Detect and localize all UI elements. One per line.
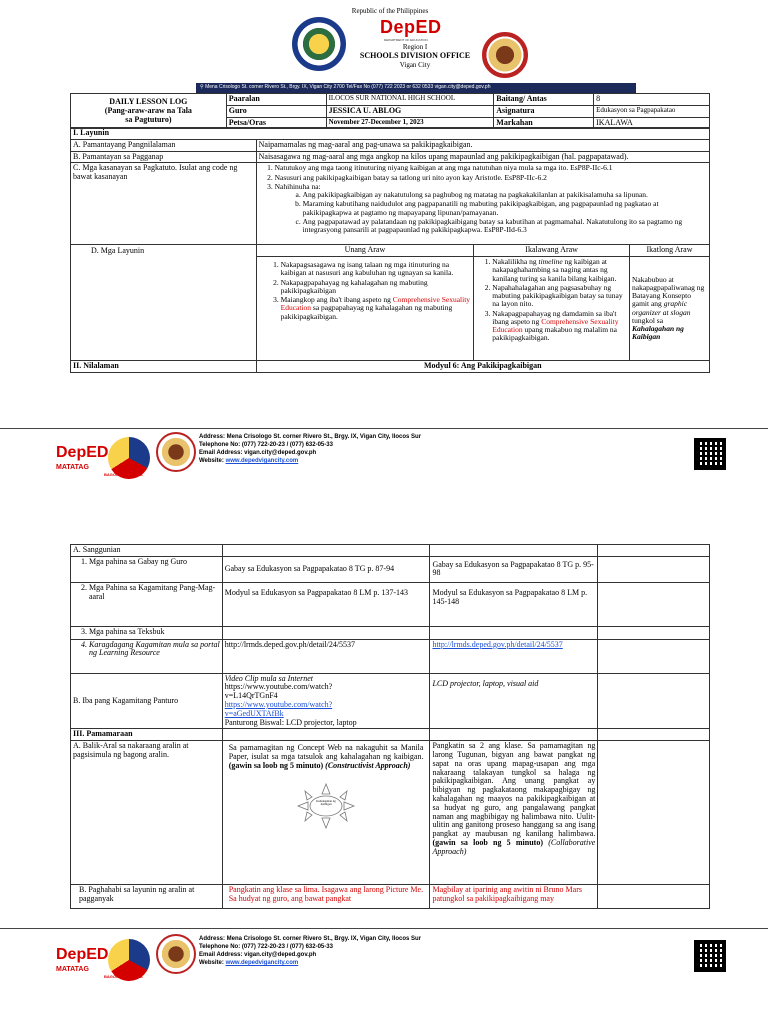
kasanayan-subitem: c. Ang pagpapatawad ay palatandaan ng pakikipagkaibigang batay sa kabutihan at pagmamahal. Nakatutulong ito sa pagtamo ng integrasyong pansarili at pagpapaunlad ng pakikipagkapwa. EsP8P-IId-6.3 — [303, 218, 707, 235]
day3-objectives: Nakabubuo at nakapagpapaliwanag ng Batayang Konsepto gamit ang graphic organizer at slogan tungkol sa Kahalagahan ng Kaibigan — [630, 257, 710, 361]
qr-code[interactable] — [694, 438, 726, 470]
footer-divider — [0, 928, 768, 929]
day1-objectives — [256, 257, 474, 361]
matatag-logo: MATATAG — [56, 966, 89, 973]
qr-code[interactable] — [694, 940, 726, 972]
division-footer-seal — [156, 934, 196, 974]
city-text: Vigan City — [399, 61, 431, 69]
iba-pang-kagamitan-label: B. Iba pang Kagamitang Panturo — [71, 673, 223, 729]
kasanayan-subitem: a. Ang pakikipagkaibigan ay nakatutulong sa paghubog ng matatag na pagkakakilanlan at pakikisalamuha sa lipunan. — [303, 191, 707, 199]
division-footer-seal — [156, 432, 196, 472]
footer-block — [0, 430, 768, 480]
footer-block — [0, 932, 768, 982]
gabay-guro-label: 1. Mga pahina sa Gabay ng Guro — [71, 556, 223, 582]
footer-divider — [0, 428, 768, 429]
concept-web-center: Kahalagahan ng Kaibigan — [316, 798, 336, 806]
paaralan-label: Paaralan — [226, 94, 326, 106]
youtube-link[interactable]: https://www.youtube.com/watch?v=L14QrTGnF4 — [224, 682, 333, 701]
day2-objective: 3. Nakapagpapahayag ng damdamin sa iba't ibang aspeto ng Comprehensive Sexuality Education upang makabuo ng malalim na pakikipagkaibigan. — [492, 310, 627, 343]
location-icon: ⚲ — [200, 84, 204, 90]
paghahabi-label: B. Paghahabi sa layunin ng aralin at pagganyak — [71, 885, 223, 909]
karagdagang-label: 4. Karagdagang Kagamitan mula sa portal ng Learning Resource — [71, 639, 223, 673]
guro-label: Guro — [226, 105, 326, 117]
paghahabi-day1: Pangkatin ang klase sa lima. Isagawa ang larong Picture Me. Sa hudyat ng guro, ang bawat pangkat — [222, 885, 430, 909]
sanggunian-table — [70, 544, 710, 909]
petsa-label: Petsa/Oras — [226, 117, 326, 129]
day2-objectives — [474, 257, 630, 361]
baitang-value: 8 — [594, 94, 710, 106]
kasanayan-item: 3. Nahihinuha na: a. Ang pakikipagkaibigan ay nakatutulong sa paghubog ng matatag na pagkakakilanlan at pakikisalamuha sa lipunan. b. Maraming kabutihang naidudulot ang pagpapanatili ng mabuting pakikipagkaibigan, ang pagpapaunlad ng pagkatao at pakikipagkapwa at pagtamo ng mapayapang lipunan/pamayanan. c. Ang pagpapatawad ay palatandaan ng pakikipagkaibigang batay sa kabutihan at pagmamahal. Nakatutulong ito sa pagtamo ng integrasyong pansarili at pagpapaunlad ng pakikipagkapwa. EsP8P-IId-6.3 — [275, 183, 707, 235]
balik-aral-day1: Sa pamamagitan ng Concept Web na nakaguhit sa Manila Paper, isulat sa mga tatsulok ang kahalagahan ng kaibigan. (gawin sa loob ng 5 minuto) (Constructivist Approach) Kahalagahan ng Kaibigan — [222, 741, 430, 885]
deped-footer-logo: DepED — [56, 444, 109, 461]
lrmds-link-day2[interactable]: http://lrmds.deped.gov.ph/detail/24/5537 — [430, 639, 598, 673]
iba-pang-kagamitan-day1: Video Clip mula sa Internet https://www.youtube.com/watch?v=L14QrTGnF4 https://www.youtube.com/watch?v=aGedUXTAfBk Panturong Biswal: LCD projector, laptop — [222, 673, 430, 729]
concept-web-icon — [281, 781, 371, 831]
website-link[interactable]: www.depedvigancity.com — [225, 458, 299, 464]
kasanayan-cell — [256, 163, 709, 245]
department-line: DEPARTMENT OF EDUCATION — [384, 38, 428, 42]
layunin-heading: I. Layunin — [71, 128, 710, 140]
kagamitang-day1: Modyul sa Edukasyon sa Pagpapakatao 8 LM p. 137-143 — [222, 582, 430, 626]
balik-aral-day2: Pangkatin sa 2 ang klase. Sa pamamagitan ng larong Tugunan, bigyan ang bawat pangkat ng sapat na oras upang mapag-usapan ang mga nakaraang talakayan tungkol sa halaga ng pakikipagkaibigan. Ang unang pangkat ay bibigyan ng pagkakataong makapagbigay ng kahalagahan ng maayos na pakikipagkaibigan at sa hudyat ng guro, ang pangalawang pangkat naman ang magbibigay ng halimbawa nito. Uulit-ulitin ang ganitong proseso hanggang sa ang isang pangkat ay maubusan ng kanilang halimbawa. (gawin sa loob ng 5 minuto) (Collaborative Approach) — [430, 741, 598, 885]
gabay-guro-day2: Gabay sa Edukasyon sa Pagpapakatao 8 TG p. 95-98 — [430, 556, 598, 582]
day1-header: Unang Araw — [256, 245, 474, 257]
asignatura-value: Edukasyon sa Pagpapakatao — [594, 105, 710, 117]
day1-objective: 2. Nakapagpapahayag ng kahalagahan ng mabuting pakikipagkaibigan — [281, 279, 472, 296]
concept-web-diagram — [281, 781, 371, 831]
youtube-link[interactable]: https://www.youtube.com/watch?v=aGedUXTAfBk — [224, 699, 333, 718]
lesson-info-table — [70, 93, 710, 129]
mga-layunin-label: D. Mga Layunin — [71, 245, 257, 361]
kasanayan-label: C. Mga kasanayan sa Pagkatuto. Isulat ang code ng bawat kasanayan — [71, 163, 257, 245]
pamantayan-pagganap-label: B. Pamantayan sa Pagganap — [71, 151, 257, 163]
petsa-value: November 27-December 1, 2023 — [326, 117, 494, 129]
gabay-guro-day1: Gabay sa Edukasyon sa Pagpapakatao 8 TG p. 87-94 — [222, 556, 430, 582]
kasanayan-item: 2. Nasusuri ang pakikipagkaibigan batay sa tatlong uri nito ayon kay Aristotle. EsP8P-IIc-6.2 — [275, 174, 707, 182]
modyul-title: Modyul 6: Ang Pakikipagkaibigan — [256, 361, 709, 373]
bagong-pilipinas-text: BAGONG PILIPINAS — [104, 974, 143, 979]
paghahabi-day2: Magbilay at iparinig ang awitin ni Bruno Mars patungkol sa pakikipagkaibigang may — [430, 885, 598, 909]
markahan-value: IKALAWA — [594, 117, 710, 129]
contact-bar: ⚲ Mena Crisologo St. corner Rivero St., Brgy. IX, Vigan City 2700 Tel/Fax No (077) 722 2023 or 632 0533 vigan.city@deped.gov.ph — [196, 83, 636, 93]
website-link[interactable]: www.depedvigancity.com — [225, 960, 299, 966]
kagamitang-label: 2. Mga Pahina sa Kagamitang Pang-Mag-aaral — [71, 582, 223, 626]
kasanayan-item: 1. Natutukoy ang mga taong itinuturing niyang kaibigan at ang mga natutuhan niya mula sa mga ito. EsP8P-IIc-6.1 — [275, 164, 707, 172]
guro-value: JESSICA U. ABLOG — [326, 105, 494, 117]
iba-pang-kagamitan-day2: LCD projector, laptop, visual aid — [430, 673, 598, 729]
region-text: Region I — [402, 43, 428, 51]
nilalaman-label: II. Nilalaman — [71, 361, 257, 373]
day1-objective: 1. Nakapagsasagawa ng isang talaan ng mga itinuturing na kaibigan at nasusuri ang kabuluhan ng ugnayan sa kanila. — [281, 261, 472, 278]
pamantayan-pagganap-text: Naisasagawa ng mag-aaral ang mga angkop na kilos upang mapaunlad ang pakikipagkaibigan (hal. pagpapatawad). — [256, 151, 709, 163]
kasanayan-subitem: b. Maraming kabutihang naidudulot ang pagpapanatili ng mabuting pakikipagkaibigan, ang pagpapaunlad ng pagkatao at pakikipagkapwa at pagtamo ng mapayapang lipunan/pamayanan. — [303, 200, 707, 217]
matatag-logo: MATATAG — [56, 464, 89, 471]
lrmds-link-day1[interactable]: http://lrmds.deped.gov.ph/detail/24/5537 — [222, 639, 430, 673]
asignatura-label: Asignatura — [494, 105, 594, 117]
deped-seal-logo — [292, 17, 346, 71]
kagamitang-day2: Modyul sa Edukasyon sa Pagpapakatao 8 LM p. 145-148 — [430, 582, 598, 626]
pamamaraan-heading: III. Pamamaraan — [71, 729, 223, 741]
teksbuk-label: 3. Mga pahina sa Teksbuk — [71, 626, 223, 639]
pamantayang-pangnilalaman-label: A. Pamantayang Pangnilalaman — [71, 139, 257, 151]
bagong-pilipinas-text: BAGONG PILIPINAS — [104, 472, 143, 477]
day1-objective: 3. Maiangkop ang iba't ibang aspeto ng Comprehensive Sexuality Education sa pagpapahayag ng kahalagahan ng mabuting pakikipagkaibigan. — [281, 296, 472, 321]
layunin-table — [70, 127, 710, 373]
footer-address: Address: Mena Crisologo St. corner Rivero St., Brgy. IX, Vigan City, Ilocos Sur Telephone No: (077) 722-20-23 / (077) 632-05-33 Email Address: vigan.city@deped.gov.ph Website: www.depedvigancity.com — [199, 434, 422, 464]
day3-header: Ikatlong Araw — [630, 245, 710, 257]
markahan-label: Markahan — [494, 117, 594, 129]
dll-title-cell: DAILY LESSON LOG (Pang-araw-araw na Tala sa Pagtuturo) — [71, 94, 227, 129]
paaralan-value: ILOCOS SUR NATIONAL HIGH SCHOOL — [326, 94, 494, 106]
office-text: SCHOOLS DIVISION OFFICE — [359, 51, 471, 60]
day2-header: Ikalawang Araw — [474, 245, 630, 257]
pamantayang-pangnilalaman-text: Naipamamalas ng mag-aaral ang pag-unawa sa pakikipagkaibigan. — [256, 139, 709, 151]
division-seal-logo — [482, 32, 528, 78]
footer-address: Address: Mena Crisologo St. corner Rivero St., Brgy. IX, Vigan City, Ilocos Sur Telephone No: (077) 722-20-23 / (077) 632-05-33 Email Address: vigan.city@deped.gov.ph Website: www.depedvigancity.com — [199, 936, 422, 966]
republic-text: Republic of the Philippines — [351, 7, 429, 15]
deped-wordmark: DepED — [380, 17, 442, 37]
balik-aral-label: A. Balik-Aral sa nakaraang aralin at pagsisimula ng bagong aralin. — [71, 741, 223, 885]
deped-footer-logo: DepED — [56, 946, 109, 963]
day2-objective: 2. Napahahalagahan ang pagsasabuhay ng mabuting pakikipagkaibigan batay sa tunay na layon nito. — [492, 284, 627, 309]
baitang-label: Baitang/ Antas — [494, 94, 594, 106]
sanggunian-label: A. Sanggunian — [71, 545, 223, 557]
day2-objective: 1. Nakalilikha ng timeline ng kaibigan at nakapaghahambing sa naging antas ng kanilang turing sa kanila bilang kaibigan. — [492, 258, 627, 283]
